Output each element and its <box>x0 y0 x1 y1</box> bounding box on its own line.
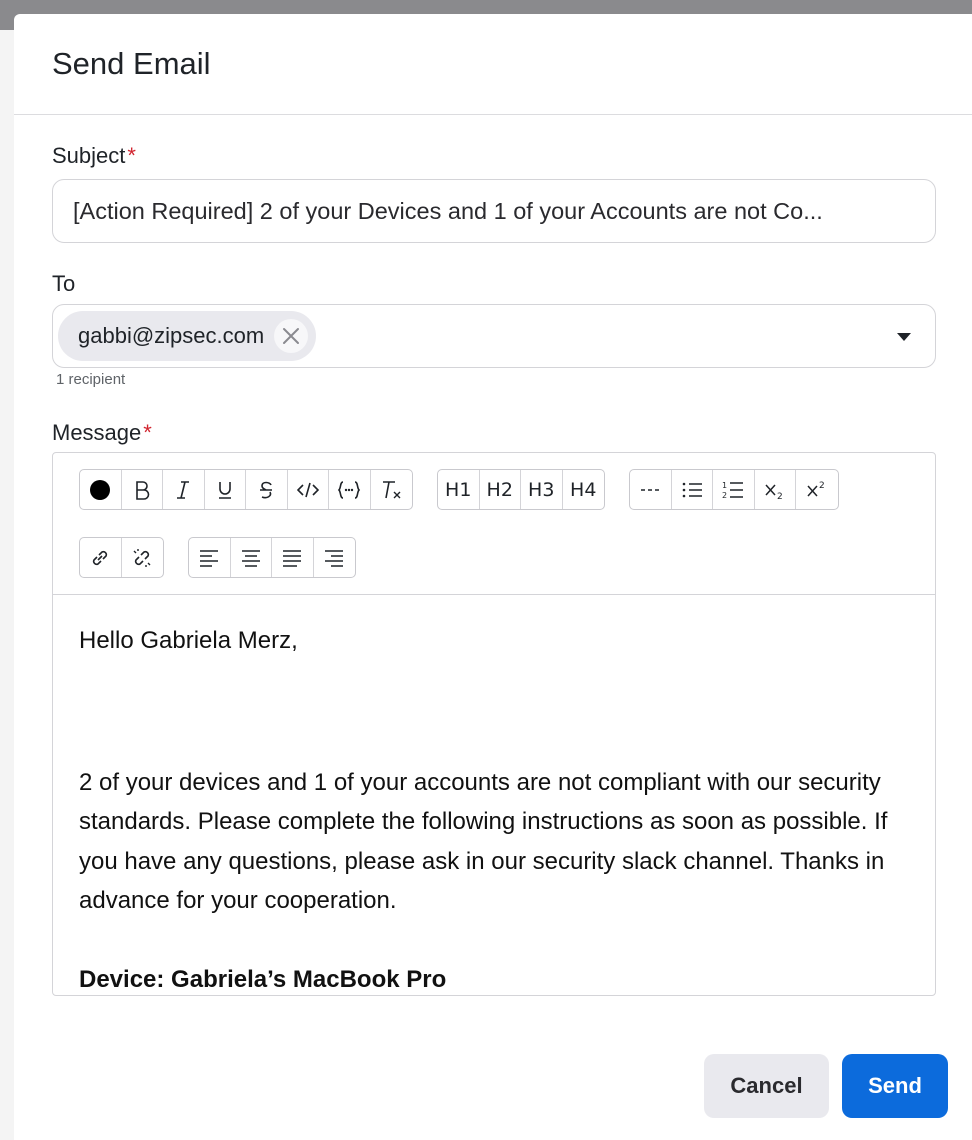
subject-input[interactable] <box>52 179 936 243</box>
superscript-button[interactable] <box>796 470 838 509</box>
subject-label-text: Subject <box>52 143 126 168</box>
italic-icon <box>174 480 192 500</box>
link-group <box>79 537 164 578</box>
bullet-list-button[interactable] <box>672 470 714 509</box>
to-label: To <box>52 271 76 296</box>
format-group <box>79 469 413 510</box>
text-color-button[interactable] <box>80 470 122 509</box>
send-button[interactable]: Send <box>842 1054 948 1118</box>
align-left-button[interactable] <box>189 538 231 577</box>
heading-4-button[interactable]: H4 <box>570 478 597 501</box>
heading-1-button[interactable]: H1 <box>438 470 480 509</box>
subject-value: [Action Required] 2 of your Devices and 1 of your Accounts are not Co... <box>73 197 823 224</box>
strikethrough-button[interactable] <box>246 470 288 509</box>
link-button[interactable] <box>80 538 122 577</box>
bold-icon <box>133 480 151 500</box>
horizontal-rule-icon <box>640 487 660 493</box>
device-heading: Device: Gabriela’s MacBook Pro <box>79 965 447 993</box>
blank-line <box>79 921 909 960</box>
message-label-text: Message <box>52 420 142 445</box>
strikethrough-icon <box>257 480 275 500</box>
code-block-icon <box>337 480 361 500</box>
underline-icon <box>216 480 234 500</box>
bullet-list-icon <box>681 481 703 499</box>
required-mark: * <box>127 143 136 168</box>
align-justify-icon <box>281 549 303 567</box>
superscript-icon <box>806 480 828 500</box>
chevron-down-icon[interactable] <box>897 333 911 341</box>
align-center-button[interactable] <box>231 538 273 577</box>
clear-format-icon <box>380 480 402 500</box>
remove-recipient-button[interactable] <box>274 319 308 353</box>
ordered-list-icon <box>722 480 744 500</box>
blank-lines <box>79 661 909 763</box>
align-left-icon <box>198 549 220 567</box>
underline-button[interactable] <box>205 470 247 509</box>
unlink-button[interactable] <box>122 538 164 577</box>
message-body[interactable] <box>53 595 935 996</box>
heading-2-button[interactable]: H2 <box>480 470 522 509</box>
recipient-select[interactable] <box>52 304 936 368</box>
close-icon <box>282 327 300 345</box>
subscript-icon <box>764 480 786 500</box>
block-group <box>629 469 839 510</box>
ordered-list-button[interactable] <box>713 470 755 509</box>
heading-group <box>437 469 605 510</box>
recipient-count: 1 recipient <box>56 371 126 388</box>
svg-text:2: 2 <box>722 490 728 500</box>
align-justify-button[interactable] <box>272 538 314 577</box>
italic-button[interactable] <box>163 470 205 509</box>
message-editor <box>52 452 936 996</box>
link-icon <box>89 547 111 569</box>
editor-toolbar <box>53 453 935 595</box>
heading-3-button[interactable]: H3 <box>521 470 563 509</box>
body-paragraph: 2 of your devices and 1 of your accounts are not compliant with our security standards. Please complete the following instructions as soon as possible. If you have any questions, please ask in our security slack channel. Thanks in advance for your cooperation. <box>79 768 888 914</box>
inline-code-button[interactable] <box>288 470 330 509</box>
subject-label <box>52 143 136 169</box>
align-group <box>188 537 356 578</box>
send-email-modal <box>14 14 972 1140</box>
clear-format-button[interactable] <box>371 470 413 509</box>
align-right-button[interactable] <box>314 538 356 577</box>
bold-button[interactable] <box>122 470 164 509</box>
modal-header <box>14 14 972 115</box>
greeting-text: Hello Gabriela Merz, <box>79 627 298 654</box>
modal-title: Send Email <box>52 46 211 81</box>
svg-text:2: 2 <box>776 491 783 500</box>
subscript-button[interactable] <box>755 470 797 509</box>
code-icon <box>297 481 319 499</box>
align-center-icon <box>240 549 262 567</box>
recipient-chip <box>58 311 316 361</box>
horizontal-rule-button[interactable] <box>630 470 672 509</box>
code-block-button[interactable] <box>329 470 371 509</box>
cancel-button[interactable]: Cancel <box>704 1054 829 1118</box>
color-swatch-icon <box>89 479 111 501</box>
svg-text:1: 1 <box>722 480 728 490</box>
required-mark: * <box>143 420 152 445</box>
recipient-email: gabbi@zipsec.com <box>78 323 265 348</box>
svg-text:2: 2 <box>818 480 825 491</box>
align-right-icon <box>323 549 345 567</box>
message-label <box>52 420 152 446</box>
unlink-icon <box>131 547 153 569</box>
